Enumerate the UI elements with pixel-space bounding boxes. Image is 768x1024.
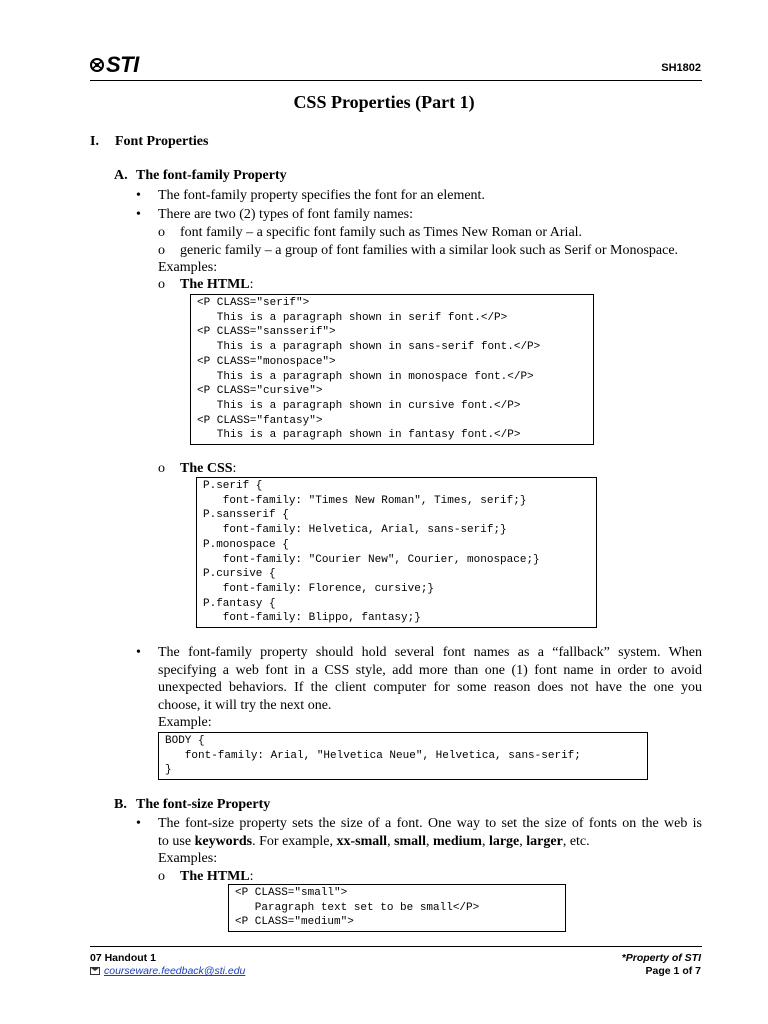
font-size-line: The font-size property sets the size of a font. One way to set the size of fonts on the web is [158, 816, 702, 831]
sub-bullet-icon: o [158, 869, 165, 884]
code-line: Paragraph text set to be small</P> [235, 901, 480, 914]
bullet-icon: • [136, 645, 141, 660]
css-label: The CSS [180, 461, 233, 476]
section-heading-font-properties [90, 134, 208, 150]
keyword-text: larger [526, 833, 563, 849]
code-line: <P CLASS="fantasy"> [197, 414, 323, 427]
text-fragment: , [481, 833, 489, 849]
code-line: } [165, 764, 172, 777]
document-code: SH1802 [661, 62, 701, 74]
header-divider [90, 80, 702, 81]
section-number: I. [90, 134, 99, 149]
code-line: font-family: "Times New Roman", Times, serif;} [203, 494, 527, 507]
code-line: This is a paragraph shown in monospace font.</P> [197, 370, 534, 383]
sti-logo [90, 52, 139, 78]
text-fragment: , [519, 833, 527, 849]
html-label: The HTML [180, 869, 250, 884]
sub-bullet-icon: o [158, 225, 165, 240]
bullet-icon: • [136, 188, 141, 203]
footer-email [90, 965, 245, 977]
font-size-html-code-block [228, 884, 566, 932]
sti-logo-mark-icon [90, 55, 104, 75]
code-line: P.serif { [203, 480, 263, 492]
text-fragment: . For example, [252, 833, 337, 849]
fallback-line: specifying a web font in a CSS style, add more than one (1) font name in order to avoid [158, 662, 702, 678]
examples-label: Examples: [158, 851, 218, 866]
css-code-block [196, 477, 597, 628]
code-line: This is a paragraph shown in cursive font.</P> [197, 399, 521, 412]
subsection-label: The font-size Property [136, 797, 271, 812]
sub-bullet-item [158, 224, 582, 241]
sub-bullet-item [158, 242, 678, 259]
subsection-number: B. [114, 797, 127, 812]
html-code-block [190, 294, 594, 445]
handout-label: 07 Handout 1 [90, 952, 156, 964]
code-line: P.monospace { [203, 538, 289, 551]
keyword-text: medium [432, 833, 482, 849]
font-size-paragraph [158, 815, 702, 868]
body-code-block [158, 732, 648, 780]
logo-text: STI [106, 52, 139, 77]
fallback-line: unexpected behaviors. If the client computer for some reason does not have the one you [158, 680, 702, 695]
subsection-heading-font-family [114, 168, 287, 184]
sub-bullet-item: o The HTML: [158, 277, 254, 292]
keyword-text: keywords [194, 833, 253, 849]
keyword-text: small [394, 833, 426, 849]
section-label: Font Properties [115, 134, 209, 149]
page-number: Page 1 of 7 [645, 965, 701, 977]
sub-bullet-icon: o [158, 461, 165, 476]
code-line: <P CLASS="monospace"> [197, 355, 336, 368]
code-line: <P CLASS="medium"> [235, 916, 354, 929]
page-title: CSS Properties (Part 1) [293, 92, 475, 112]
fallback-line: The font-family property should hold several font names as a “fallback” system. When [158, 645, 702, 660]
text-fragment: to use [158, 833, 195, 849]
code-line: <P CLASS="cursive"> [197, 385, 323, 398]
fallback-paragraph [158, 644, 702, 732]
html-label: The HTML [180, 277, 250, 292]
code-line: <P CLASS="serif"> [197, 297, 310, 309]
code-line: font-family: Blippo, fantasy;} [203, 612, 421, 625]
text-fragment: , [425, 833, 433, 849]
code-line: P.cursive { [203, 568, 276, 581]
code-line: font-family: Florence, cursive;} [203, 582, 435, 595]
code-line: font-family: Helvetica, Arial, sans-serif;} [203, 524, 507, 537]
code-line: This is a paragraph shown in serif font.</P> [197, 311, 508, 324]
feedback-email-link[interactable]: courseware.feedback@sti.edu [104, 965, 246, 977]
property-notice: *Property of STI [621, 952, 701, 964]
sub-bullet-text: font family – a specific font family such as Times New Roman or Arial. [180, 225, 583, 240]
bullet-text: The font-family property specifies the font for an element. [158, 188, 485, 203]
code-line: font-family: "Courier New", Courier, monospace;} [203, 553, 540, 566]
code-line: <P CLASS="small"> [235, 887, 348, 899]
sub-bullet-item: o The HTML: [158, 869, 254, 884]
fallback-line: choose, it will try the next one. [158, 697, 332, 713]
keyword-text: large [488, 833, 520, 849]
subsection-number: A. [114, 168, 128, 183]
code-line: font-family: Arial, "Helvetica Neue", Helvetica, sans-serif; [165, 749, 581, 762]
sub-bullet-icon: o [158, 277, 165, 292]
text-fragment: , etc. [562, 833, 590, 849]
example-label: Example: [158, 715, 212, 730]
sub-bullet-text: generic family – a group of font families with a similar look such as Serif or Monospace. [180, 243, 679, 258]
code-line: P.sansserif { [203, 509, 289, 522]
code-line: This is a paragraph shown in fantasy font.</P> [197, 429, 521, 442]
bullet-icon: • [136, 207, 141, 222]
code-line: P.fantasy { [203, 597, 276, 610]
sub-bullet-item: o The CSS: [158, 461, 237, 476]
examples-label: Examples: [158, 260, 218, 275]
mail-icon [90, 967, 100, 975]
code-line: <P CLASS="sansserif"> [197, 326, 336, 339]
subsection-heading-font-size [114, 797, 270, 813]
sub-bullet-icon: o [158, 243, 165, 258]
footer-divider [90, 946, 702, 947]
code-line: BODY { [165, 735, 205, 747]
font-size-line [158, 833, 702, 851]
text-fragment: , [387, 833, 395, 849]
subsection-label: The font-family Property [136, 168, 287, 183]
code-line: This is a paragraph shown in sans-serif font.</P> [197, 341, 541, 354]
bullet-icon: • [136, 816, 141, 831]
bullet-text: There are two (2) types of font family names: [158, 207, 414, 222]
keyword-text: xx-small [336, 833, 388, 849]
